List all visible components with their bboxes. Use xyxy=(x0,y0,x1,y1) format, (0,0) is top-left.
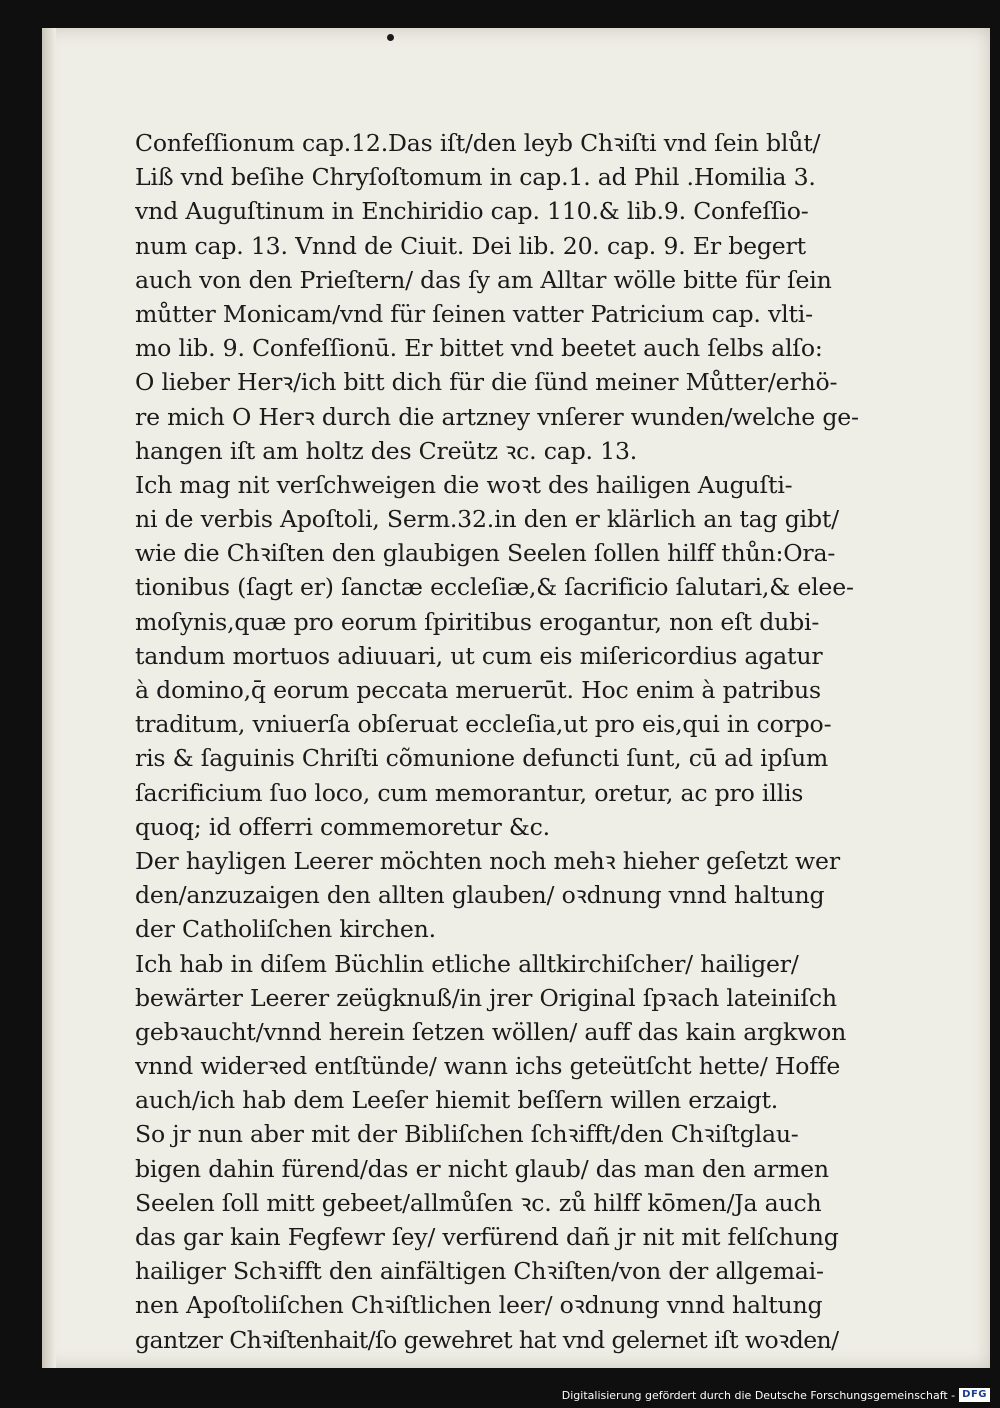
text-line: traditum, vniuerſa obſeruat eccleſia,ut pro eis,qui in corpo- xyxy=(135,710,832,739)
text-line: der Catholiſchen kirchen. xyxy=(135,915,436,944)
text-line: ni de verbis Apoſtoli, Serm.32.in den er klärlich an tag gibt/ xyxy=(135,505,839,534)
book-page xyxy=(42,28,990,1368)
dfg-logo-icon: DFG xyxy=(959,1388,990,1402)
text-line: So jr nun aber mit der Bibliſchen ſchꝛifft/den Chꝛiſtglau- xyxy=(135,1120,799,1149)
text-line: Ich mag nit verſchweigen die woꝛt des hailigen Auguſti- xyxy=(135,470,793,499)
ink-dot xyxy=(387,34,394,41)
text-line: O lieber Herꝛ/ich bitt dich für die ſünd meiner Můtter/erhö- xyxy=(135,368,838,397)
text-line: moſynis,quæ pro eorum ſpiritibus erogantur, non eſt dubi- xyxy=(135,607,820,636)
text-line: à domino,q̄ eorum peccata meruerūt. Hoc enim à patribus xyxy=(135,676,821,704)
text-line: hailiger Schꝛifft den ainfältigen Chꝛiſten/von der allgemai- xyxy=(135,1257,824,1286)
text-line: num cap. 13. Vnnd de Ciuit. Dei lib. 20. cap. 9. Er begert xyxy=(135,231,806,260)
text-line: wie die Chꝛiſten den glaubigen Seelen ſollen hilff thůn:Ora- xyxy=(135,539,836,568)
footer-credit xyxy=(562,1387,990,1403)
footer-credit-text: Digitalisierung gefördert durch die Deutsche Forschungsgemeinschaft - xyxy=(561,1388,956,1402)
text-line: bewärter Leerer zeügknuß/in jrer Original ſpꝛach lateiniſch xyxy=(135,983,837,1012)
text-line: můtter Monicam/vnd für ſeinen vatter Patricium cap. vlti- xyxy=(135,299,813,328)
text-line: Der hayligen Leerer möchten noch mehꝛ hieher geſetzt wer xyxy=(135,846,840,875)
page-spine-shadow xyxy=(42,28,56,1368)
text-line: Liß vnd beſihe Chryſoſtomum in cap.1. ad Phil .Homilia 3. xyxy=(135,163,816,192)
text-line: tandum mortuos adiuuari, ut cum eis miſericordius agatur xyxy=(135,641,823,670)
text-line: gantzer Chꝛiſtenhait/ſo gewehret hat vnd gelernet iſt woꝛden/ xyxy=(135,1325,839,1354)
text-line: tionibus (ſagt er) ſanctæ eccleſiæ,& ſacrificio ſalutari,& elee- xyxy=(135,573,854,602)
text-line: auch/ich hab dem Leeſer hiemit beſſern willen erzaigt. xyxy=(135,1086,779,1115)
text-line: re mich O Herꝛ durch die artzney vnſerer wunden/welche ge- xyxy=(135,402,859,431)
page-body-text xyxy=(135,126,910,1357)
text-line: das gar kain Fegfewr ſey/ verfürend dañ jr nit mit felſchung xyxy=(135,1223,839,1251)
text-line: den/anzuzaigen den allten glauben/ oꝛdnung vnnd haltung xyxy=(135,881,825,910)
text-line: vnd Auguſtinum in Enchiridio cap. 110.& lib.9. Confeſſio- xyxy=(135,197,809,226)
text-line: bigen dahin fürend/das er nicht glaub/ das man den armen xyxy=(135,1154,829,1183)
text-line: ſacrificium ſuo loco, cum memorantur, oretur, ac pro illis xyxy=(135,778,804,807)
text-line: vnnd widerꝛed entſtünde/ wann ichs geteütſcht hette/ Hoffe xyxy=(135,1052,841,1081)
text-line: Seelen ſoll mitt gebeet/allmůſen ꝛc. zů hilff kōmen/Ja auch xyxy=(135,1188,822,1217)
text-line: nen Apoſtoliſchen Chꝛiſtlichen leer/ oꝛdnung vnnd haltung xyxy=(135,1291,823,1320)
text-line: quoq; id offerri commemoretur &c. xyxy=(135,812,550,841)
text-line: gebꝛaucht/vnnd herein ſetzen wöllen/ auff das kain argkwon xyxy=(135,1017,847,1046)
text-line: auch von den Prieſtern/ das ſy am Alltar wölle bitte für ſein xyxy=(135,265,832,294)
text-line: Confeſſionum cap.12.Das iſt/den leyb Chꝛiſti vnd ſein blůt/ xyxy=(135,129,821,157)
text-line: ris & ſaguinis Chriſti cõmunione defuncti ſunt, cū ad ipſum xyxy=(135,744,829,773)
text-line: mo lib. 9. Confeſſionū. Er bittet vnd beetet auch ſelbs alſo: xyxy=(135,334,823,363)
text-line: Ich hab in diſem Büchlin etliche alltkirchiſcher/ hailiger/ xyxy=(135,949,799,978)
text-line: hangen iſt am holtz des Creütz ꝛc. cap. 13. xyxy=(135,436,638,465)
